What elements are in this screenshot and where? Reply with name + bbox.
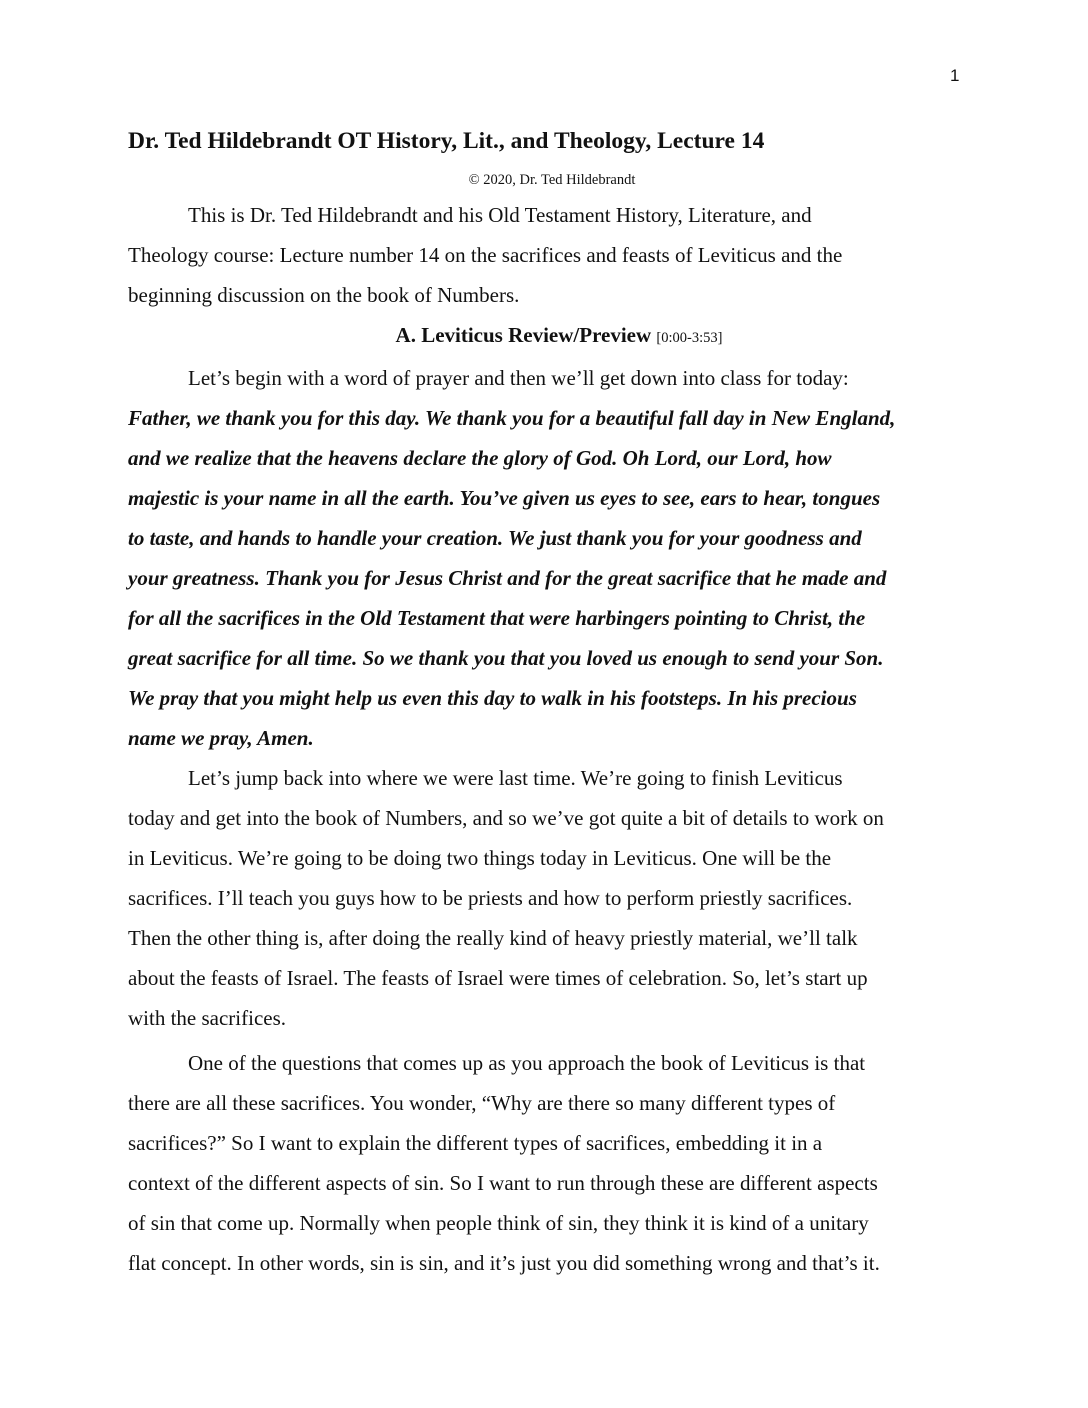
section-timestamp: [0:00-3:53] — [656, 330, 723, 346]
document-title: Dr. Ted Hildebrandt OT History, Lit., and Theology, Lecture 14 — [128, 128, 765, 154]
text-line: One of the questions that comes up as you approach the book of Leviticus is that — [188, 1051, 866, 1075]
text-line: today and get into the book of Numbers, and so we’ve got quite a bit of details to work on — [128, 806, 884, 830]
text-line: context of the different aspects of sin. So I want to run through these are different aspects — [128, 1171, 878, 1195]
section-heading-text: A. Leviticus Review/Preview — [395, 323, 652, 347]
text-line: Then the other thing is, after doing the really kind of heavy priestly material, we’ll talk — [128, 926, 858, 950]
text-line: about the feasts of Israel. The feasts of Israel were times of celebration. So, let’s start up — [128, 966, 868, 990]
text-line: in Leviticus. We’re going to be doing two things today in Leviticus. One will be the — [128, 846, 832, 870]
prayer-line: great sacrifice for all time. So we thank you that you loved us enough to send your Son. — [128, 646, 884, 670]
text-line: with the sacrifices. — [128, 1006, 287, 1030]
text-line: Theology course: Lecture number 14 on the sacrifices and feasts of Leviticus and the — [128, 243, 843, 267]
prayer-line: your greatness. Thank you for Jesus Christ and for the great sacrifice that he made and — [128, 566, 887, 590]
text-line: beginning discussion on the book of Numbers. — [128, 283, 520, 307]
document-body — [128, 195, 960, 1283]
prayer-line: and we realize that the heavens declare the glory of God. Oh Lord, our Lord, how — [128, 446, 832, 470]
page-number: 1 — [950, 66, 960, 85]
prayer-line: majestic is your name in all the earth. You’ve given us eyes to see, ears to hear, tongues — [128, 486, 881, 510]
copyright-line: © 2020, Dr. Ted Hildebrandt — [468, 172, 636, 188]
text-line: sacrifices. I’ll teach you guys how to be priests and how to perform priestly sacrifices. — [128, 886, 853, 910]
prayer-line: to taste, and hands to handle your creation. We just thank you for your goodness and — [128, 526, 862, 550]
body-paragraph — [128, 1043, 960, 1283]
text-line: sacrifices?” So I want to explain the different types of sacrifices, embedding it in a — [128, 1131, 823, 1155]
body-paragraph — [128, 758, 960, 1038]
text-line: of sin that come up. Normally when people think of sin, they think it is kind of a unitary — [128, 1211, 869, 1235]
text-line: flat concept. In other words, sin is sin, and it’s just you did something wrong and that’s it. — [128, 1251, 880, 1275]
intro-paragraph — [128, 195, 960, 315]
text-line: This is Dr. Ted Hildebrandt and his Old Testament History, Literature, and — [188, 203, 812, 227]
section-heading — [128, 315, 960, 358]
prayer-lead: Let’s begin with a word of prayer and then we’ll get down into class for today: — [188, 366, 849, 390]
text-line: there are all these sacrifices. You wonder, “Why are there so many different types of — [128, 1091, 836, 1115]
prayer-paragraph — [128, 358, 960, 758]
prayer-line: for all the sacrifices in the Old Testament that were harbingers pointing to Christ, the — [128, 606, 866, 630]
prayer-line: Father, we thank you for this day. We thank you for a beautiful fall day in New England, — [128, 406, 896, 430]
prayer-line: We pray that you might help us even this day to walk in his footsteps. In his precious — [128, 686, 857, 710]
prayer-line: name we pray, Amen. — [128, 726, 314, 750]
text-line: Let’s jump back into where we were last time. We’re going to finish Leviticus — [188, 766, 843, 790]
